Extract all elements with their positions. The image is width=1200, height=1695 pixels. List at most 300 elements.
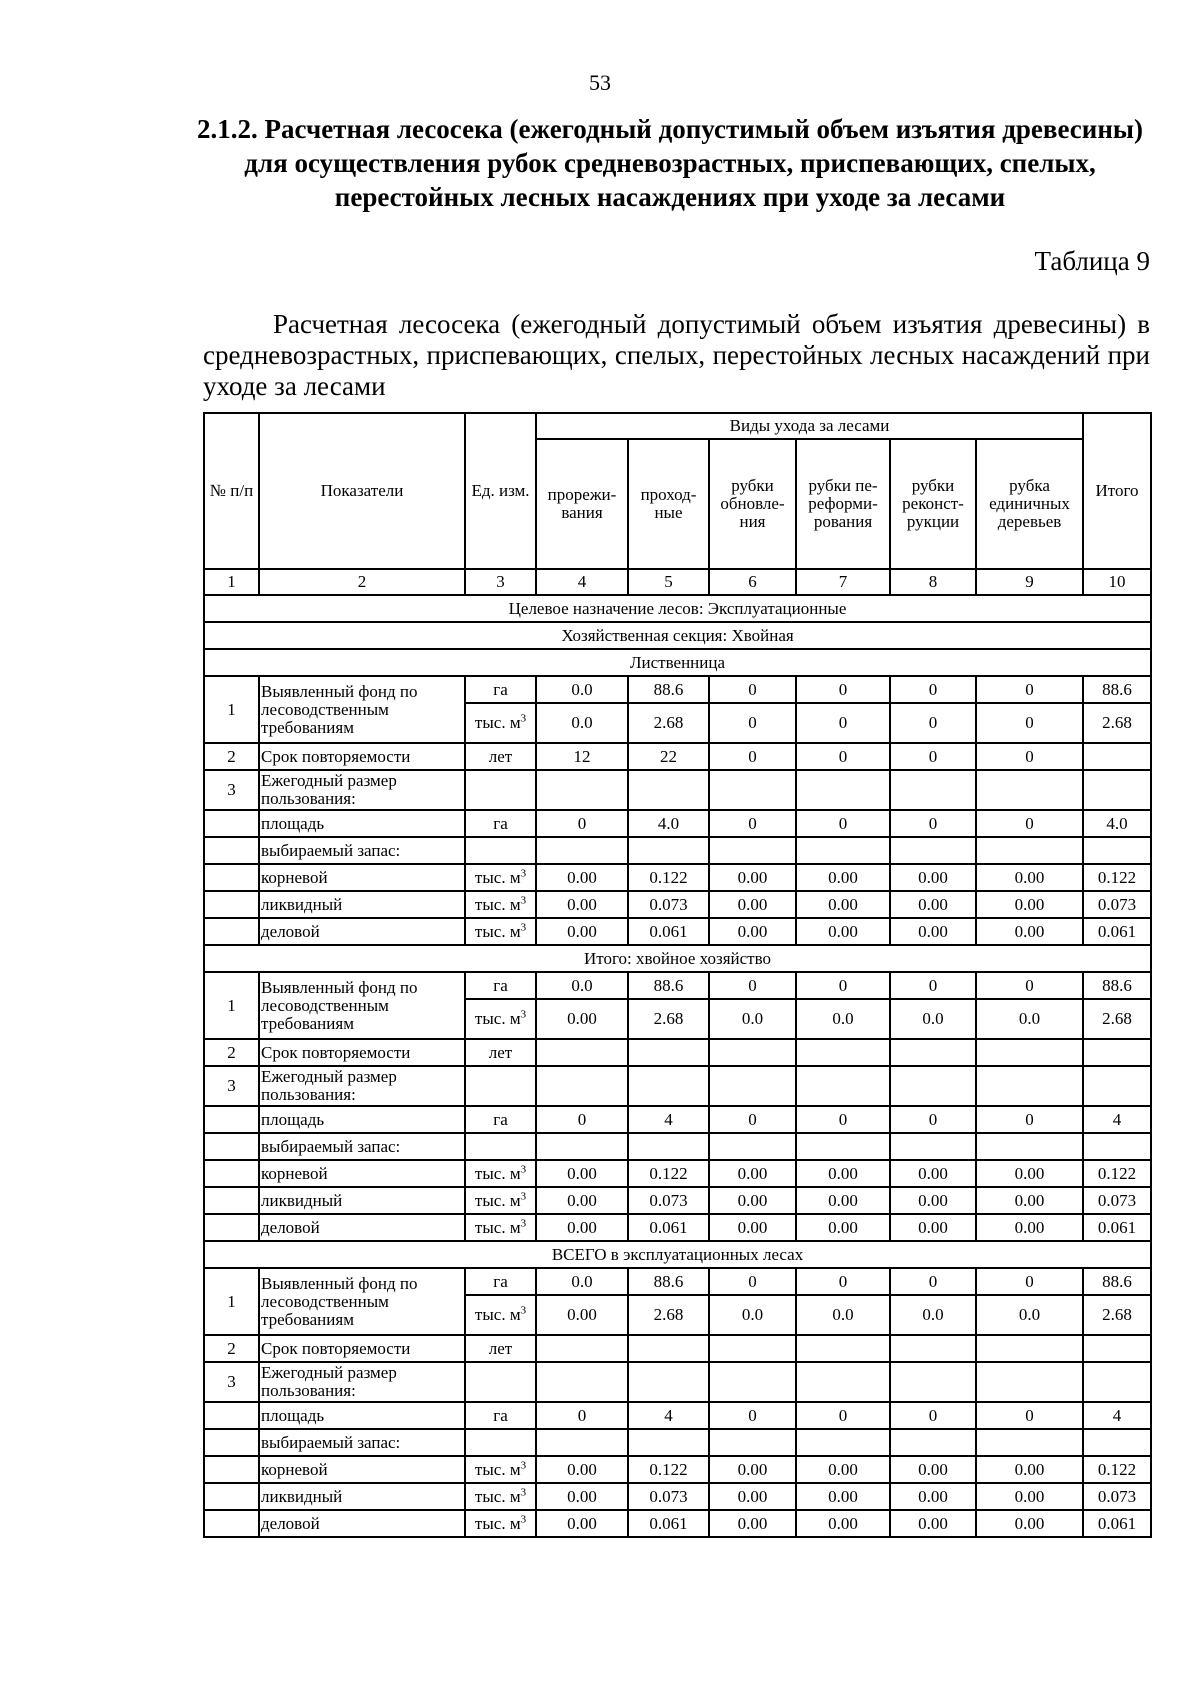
empty-cell [1083, 1133, 1151, 1160]
table-label: Таблица 9 [1034, 246, 1150, 276]
unit-superscript: 3 [520, 1216, 527, 1229]
value-cell: 0.00 [976, 1160, 1083, 1187]
value-cell: 0.00 [890, 1187, 976, 1214]
col-number: 5 [628, 569, 709, 595]
row-label: Выявленный фонд по лесоводственным требованиям [259, 676, 465, 743]
col-number: 9 [976, 569, 1083, 595]
empty-cell [465, 1429, 536, 1456]
row-number: 2 [204, 1335, 259, 1362]
value-cell: 0.00 [890, 891, 976, 918]
value-cell: 0.00 [796, 1510, 890, 1537]
value-cell: 0.061 [1083, 1510, 1151, 1537]
fund-row [204, 972, 1151, 999]
row-number: 1 [204, 676, 259, 743]
value-cell: 0.00 [536, 891, 628, 918]
value-cell: 0.00 [976, 1483, 1083, 1510]
value-cell: 4.0 [1083, 810, 1151, 837]
value-cell: 0.00 [796, 891, 890, 918]
value-cell: 0 [709, 703, 796, 743]
business-row [204, 1510, 1151, 1537]
value-cell: 0.00 [796, 864, 890, 891]
empty-cell [796, 1066, 890, 1106]
value-cell: 0 [890, 972, 976, 999]
empty-cell [204, 1214, 259, 1241]
header-indicator: Показатели [259, 413, 465, 569]
unit-cell: лет [465, 1039, 536, 1066]
row-label: деловой [259, 1510, 465, 1537]
value-cell: 0.00 [796, 1160, 890, 1187]
empty-cell [465, 1133, 536, 1160]
row-label: ликвидный [259, 891, 465, 918]
value-cell: 0.00 [796, 1483, 890, 1510]
root-row [204, 1160, 1151, 1187]
period-row [204, 743, 1151, 770]
value-cell: 0 [976, 972, 1083, 999]
value-cell: 0.0 [890, 1295, 976, 1335]
value-cell: 0.00 [890, 1483, 976, 1510]
value-cell: 0.0 [709, 999, 796, 1039]
value-cell: 0.0 [536, 1268, 628, 1295]
empty-cell [465, 770, 536, 810]
unit-cell: га [465, 810, 536, 837]
value-cell [890, 1039, 976, 1066]
empty-cell [709, 1362, 796, 1402]
value-cell: 0.00 [709, 918, 796, 945]
row-label: выбираемый запас: [259, 1133, 465, 1160]
value-cell: 0.0 [890, 999, 976, 1039]
value-cell: 0 [796, 972, 890, 999]
empty-cell [204, 1483, 259, 1510]
unit-cell: га [465, 676, 536, 703]
value-cell: 0.00 [536, 1187, 628, 1214]
table-caption: Расчетная лесосека (ежегодный допустимый объем изъятия древесины) в средневозрастных, приспевающих, спелых, перестойных лесных насаждений при уходе за лесами [203, 309, 1150, 401]
empty-cell [204, 837, 259, 864]
stock-row [204, 837, 1151, 864]
empty-cell [465, 1362, 536, 1402]
liquid-row [204, 891, 1151, 918]
value-cell [1083, 1335, 1151, 1362]
value-cell: 0.122 [1083, 1456, 1151, 1483]
value-cell: 0.0 [796, 999, 890, 1039]
unit-superscript: 3 [520, 712, 527, 725]
unit-cell: лет [465, 1335, 536, 1362]
value-cell: 0.0 [796, 1295, 890, 1335]
empty-cell [204, 1133, 259, 1160]
empty-cell [465, 837, 536, 864]
value-cell: 0 [976, 810, 1083, 837]
empty-cell [628, 1429, 709, 1456]
value-cell: 4 [628, 1402, 709, 1429]
value-cell: 0.00 [976, 891, 1083, 918]
value-cell: 0.00 [536, 1510, 628, 1537]
value-cell: 0.00 [976, 1456, 1083, 1483]
value-cell: 0.00 [709, 1214, 796, 1241]
stock-row [204, 1429, 1151, 1456]
empty-cell [796, 837, 890, 864]
unit-cell [465, 1295, 536, 1335]
empty-cell [890, 1429, 976, 1456]
value-cell: 0 [709, 972, 796, 999]
stock-row [204, 1133, 1151, 1160]
value-cell: 0.00 [976, 918, 1083, 945]
value-cell: 0 [976, 703, 1083, 743]
value-cell: 0.0 [536, 676, 628, 703]
unit-superscript: 3 [520, 920, 527, 933]
empty-cell [536, 770, 628, 810]
value-cell [1083, 1039, 1151, 1066]
row-label: Ежегодный размер пользования: [259, 1066, 465, 1106]
value-cell: 4 [628, 1106, 709, 1133]
col-number: 8 [890, 569, 976, 595]
unit-text: тыс. м [474, 921, 521, 941]
value-cell: 0 [796, 810, 890, 837]
value-cell: 0.122 [1083, 1160, 1151, 1187]
empty-cell [204, 1402, 259, 1429]
unit-cell [465, 1214, 536, 1241]
section-row: Хозяйственная секция: Хвойная [204, 622, 1151, 649]
empty-cell [204, 1187, 259, 1214]
value-cell: 0 [536, 810, 628, 837]
unit-superscript: 3 [520, 1458, 527, 1471]
value-cell: 4.0 [628, 810, 709, 837]
row-label: деловой [259, 1214, 465, 1241]
empty-cell [1083, 1066, 1151, 1106]
value-cell: 0 [890, 1268, 976, 1295]
value-cell: 0.0 [536, 972, 628, 999]
value-cell: 0.122 [1083, 864, 1151, 891]
row-number: 2 [204, 743, 259, 770]
unit-superscript: 3 [520, 1162, 527, 1175]
value-cell: 0.00 [536, 1483, 628, 1510]
empty-cell [1083, 1429, 1151, 1456]
unit-text: тыс. м [474, 1217, 521, 1237]
value-cell [536, 1039, 628, 1066]
row-label: Выявленный фонд по лесоводственным требованиям [259, 972, 465, 1039]
row-label: Срок повторяемости [259, 743, 465, 770]
section-heading: 2.1.2. Расчетная лесосека (ежегодный допустимый объем изъятия древесины) для осуществления рубок средневозрастных, приспевающих, спелых, перестойных лесных насаждениях при уходе за лесами [197, 114, 1143, 212]
subtotal-row: Итого: хвойное хозяйство [204, 945, 1151, 972]
row-label: выбираемый запас: [259, 837, 465, 864]
row-label: выбираемый запас: [259, 1429, 465, 1456]
value-cell: 0 [890, 1106, 976, 1133]
empty-cell [796, 1429, 890, 1456]
col-number: 2 [259, 569, 465, 595]
row-label: корневой [259, 864, 465, 891]
value-cell: 0.00 [976, 864, 1083, 891]
block-grand-total [204, 1268, 1151, 1537]
value-cell: 88.6 [628, 972, 709, 999]
value-cell: 2.68 [628, 1295, 709, 1335]
row-label: площадь [259, 1402, 465, 1429]
liquid-row [204, 1483, 1151, 1510]
value-cell: 0 [709, 1268, 796, 1295]
row-number: 3 [204, 1066, 259, 1106]
value-cell [796, 1335, 890, 1362]
header-reformation: рубки пе-реформи-рования [796, 439, 890, 569]
value-cell: 0.073 [1083, 891, 1151, 918]
value-cell: 0.073 [628, 1187, 709, 1214]
value-cell: 0.00 [976, 1187, 1083, 1214]
empty-cell [628, 1066, 709, 1106]
value-cell: 0.00 [709, 1160, 796, 1187]
empty-cell [465, 1066, 536, 1106]
value-cell: 0.00 [536, 864, 628, 891]
value-cell: 0.122 [628, 1160, 709, 1187]
unit-superscript: 3 [520, 1304, 527, 1317]
row-number: 2 [204, 1039, 259, 1066]
annual-row [204, 1066, 1151, 1106]
unit-superscript: 3 [520, 866, 527, 879]
empty-cell [890, 1066, 976, 1106]
unit-text: тыс. м [474, 1163, 521, 1183]
area-row [204, 1106, 1151, 1133]
header-passage: проход-ные [628, 439, 709, 569]
unit-text: тыс. м [474, 1486, 521, 1506]
value-cell: 0 [536, 1106, 628, 1133]
empty-cell [204, 864, 259, 891]
unit-text: тыс. м [474, 894, 521, 914]
empty-cell [976, 1429, 1083, 1456]
empty-cell [890, 1133, 976, 1160]
value-cell: 0 [796, 703, 890, 743]
unit-cell [465, 1187, 536, 1214]
unit-cell: лет [465, 743, 536, 770]
value-cell: 0.00 [536, 999, 628, 1039]
value-cell: 0 [709, 743, 796, 770]
empty-cell [628, 1362, 709, 1402]
value-cell: 0 [976, 743, 1083, 770]
value-cell: 0.00 [890, 1510, 976, 1537]
value-cell: 0 [890, 743, 976, 770]
value-cell: 2.68 [628, 999, 709, 1039]
empty-cell [1083, 1362, 1151, 1402]
period-row [204, 1335, 1151, 1362]
value-cell: 0.00 [976, 1214, 1083, 1241]
empty-cell [890, 770, 976, 810]
empty-cell [976, 770, 1083, 810]
block-larch [204, 676, 1151, 945]
empty-cell [796, 1362, 890, 1402]
empty-cell [976, 837, 1083, 864]
row-label: ликвидный [259, 1483, 465, 1510]
empty-cell [204, 810, 259, 837]
unit-superscript: 3 [520, 1512, 527, 1525]
row-number: 3 [204, 1362, 259, 1402]
empty-cell [709, 837, 796, 864]
empty-cell [204, 1510, 259, 1537]
value-cell: 0.061 [1083, 918, 1151, 945]
value-cell: 0.00 [890, 918, 976, 945]
fund-row [204, 676, 1151, 703]
value-cell: 0 [976, 1402, 1083, 1429]
value-cell: 0.061 [1083, 1214, 1151, 1241]
unit-cell [465, 864, 536, 891]
col-number: 6 [709, 569, 796, 595]
unit-cell: га [465, 1106, 536, 1133]
value-cell: 0 [976, 1268, 1083, 1295]
unit-cell: га [465, 1268, 536, 1295]
grand-total-row: ВСЕГО в эксплуатационных лесах [204, 1241, 1151, 1268]
unit-cell: га [465, 972, 536, 999]
empty-cell [890, 1362, 976, 1402]
empty-cell [709, 1133, 796, 1160]
value-cell: 2.68 [628, 703, 709, 743]
unit-cell [465, 703, 536, 743]
value-cell: 0.00 [796, 1187, 890, 1214]
row-number: 3 [204, 770, 259, 810]
value-cell: 2.68 [1083, 1295, 1151, 1335]
header-total: Итого [1083, 413, 1151, 569]
empty-cell [796, 1133, 890, 1160]
value-cell: 0 [796, 1106, 890, 1133]
empty-cell [204, 1429, 259, 1456]
col-number: 1 [204, 569, 259, 595]
value-cell: 0.00 [796, 918, 890, 945]
block-subtotal [204, 972, 1151, 1241]
row-label: корневой [259, 1160, 465, 1187]
value-cell: 0 [796, 1268, 890, 1295]
period-row [204, 1039, 1151, 1066]
value-cell: 0.073 [628, 891, 709, 918]
area-row [204, 810, 1151, 837]
value-cell: 0 [890, 1402, 976, 1429]
empty-cell [628, 837, 709, 864]
value-cell: 0 [709, 810, 796, 837]
value-cell: 0.00 [709, 1510, 796, 1537]
empty-cell [976, 1133, 1083, 1160]
value-cell: 0.0 [976, 1295, 1083, 1335]
value-cell: 0 [890, 703, 976, 743]
value-cell: 0.073 [1083, 1483, 1151, 1510]
value-cell: 0.073 [628, 1483, 709, 1510]
unit-cell [465, 1510, 536, 1537]
value-cell [976, 1335, 1083, 1362]
area-row [204, 1402, 1151, 1429]
value-cell: 0.00 [796, 1214, 890, 1241]
header-thinning: прорежи-вания [536, 439, 628, 569]
value-cell: 0.00 [890, 1214, 976, 1241]
root-row [204, 1456, 1151, 1483]
value-cell: 0.061 [628, 918, 709, 945]
unit-cell [465, 999, 536, 1039]
value-cell [796, 1039, 890, 1066]
empty-cell [890, 837, 976, 864]
col-number: 3 [465, 569, 536, 595]
value-cell: 0.00 [890, 1456, 976, 1483]
value-cell: 0 [976, 676, 1083, 703]
value-cell: 0 [796, 1402, 890, 1429]
value-cell: 0 [709, 676, 796, 703]
empty-cell [796, 770, 890, 810]
fund-row [204, 1268, 1151, 1295]
value-cell [628, 1039, 709, 1066]
header-renewal: рубки обновле-ния [709, 439, 796, 569]
liquid-row [204, 1187, 1151, 1214]
value-cell: 0 [796, 743, 890, 770]
value-cell [709, 1335, 796, 1362]
row-label: Срок повторяемости [259, 1335, 465, 1362]
value-cell [628, 1335, 709, 1362]
value-cell: 0.00 [976, 1510, 1083, 1537]
value-cell: 0.00 [709, 891, 796, 918]
value-cell: 0.061 [628, 1214, 709, 1241]
row-label: Выявленный фонд по лесоводственным требованиям [259, 1268, 465, 1335]
col-number: 4 [536, 569, 628, 595]
unit-cell [465, 918, 536, 945]
business-row [204, 1214, 1151, 1241]
value-cell: 2.68 [1083, 703, 1151, 743]
value-cell [536, 1335, 628, 1362]
unit-superscript: 3 [520, 893, 527, 906]
empty-cell [1083, 770, 1151, 810]
annual-row [204, 770, 1151, 810]
row-number: 1 [204, 972, 259, 1039]
value-cell: 0 [890, 676, 976, 703]
empty-cell [709, 1066, 796, 1106]
purpose-row: Целевое назначение лесов: Эксплуатационные [204, 595, 1151, 622]
header-reconstruction: рубки реконст-рукции [890, 439, 976, 569]
unit-cell [465, 1456, 536, 1483]
value-cell [1083, 743, 1151, 770]
value-cell: 0.00 [890, 1160, 976, 1187]
business-row [204, 918, 1151, 945]
value-cell: 12 [536, 743, 628, 770]
empty-cell [536, 1066, 628, 1106]
unit-superscript: 3 [520, 1485, 527, 1498]
value-cell: 0 [536, 1402, 628, 1429]
unit-cell: га [465, 1402, 536, 1429]
row-number: 1 [204, 1268, 259, 1335]
row-label: площадь [259, 810, 465, 837]
value-cell: 4 [1083, 1402, 1151, 1429]
unit-text: тыс. м [474, 1513, 521, 1533]
empty-cell [709, 770, 796, 810]
row-label: Ежегодный размер пользования: [259, 770, 465, 810]
empty-cell [628, 770, 709, 810]
empty-cell [204, 918, 259, 945]
empty-cell [204, 1160, 259, 1187]
empty-cell [536, 1362, 628, 1402]
value-cell: 0.00 [709, 1483, 796, 1510]
value-cell: 0 [796, 676, 890, 703]
row-label: Срок повторяемости [259, 1039, 465, 1066]
value-cell: 0.00 [709, 864, 796, 891]
row-label: деловой [259, 918, 465, 945]
unit-cell [465, 1483, 536, 1510]
value-cell: 0.122 [628, 864, 709, 891]
empty-cell [1083, 837, 1151, 864]
empty-cell [536, 1429, 628, 1456]
row-label: ликвидный [259, 1187, 465, 1214]
forest-table [203, 412, 1152, 1538]
empty-cell [536, 837, 628, 864]
annual-row [204, 1362, 1151, 1402]
value-cell: 88.6 [628, 1268, 709, 1295]
value-cell: 0 [709, 1402, 796, 1429]
col-number: 10 [1083, 569, 1151, 595]
unit-text: тыс. м [474, 867, 521, 887]
value-cell [709, 1039, 796, 1066]
value-cell: 0.00 [709, 1456, 796, 1483]
unit-superscript: 3 [520, 1189, 527, 1202]
value-cell: 4 [1083, 1106, 1151, 1133]
header-num: № п/п [204, 413, 259, 569]
column-numbers-row [204, 569, 1151, 595]
empty-cell [628, 1133, 709, 1160]
value-cell: 88.6 [1083, 1268, 1151, 1295]
value-cell [890, 1335, 976, 1362]
value-cell: 0 [709, 1106, 796, 1133]
